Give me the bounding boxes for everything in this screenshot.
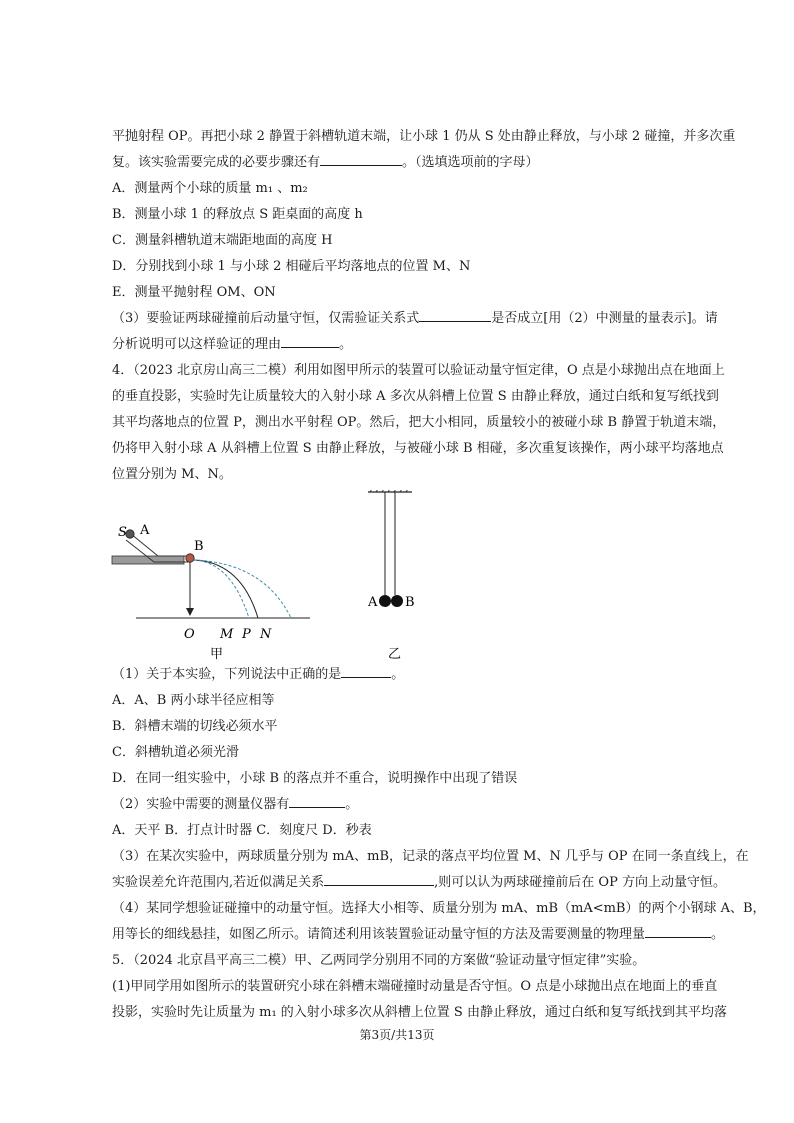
label-a: A	[140, 523, 150, 538]
option-a: A．测量两个小球的质量 m₁ 、m₂	[112, 181, 308, 196]
option-c: C．测量斜槽轨道末端距地面的高度 H	[112, 233, 333, 248]
option-d: D．分别找到小球 1 与小球 2 相碰后平均落地点的位置 M、N	[112, 259, 471, 274]
label-b: B	[194, 539, 204, 554]
options-line: A．天平 B．打点计时器 C．刻度尺 D．秒表	[112, 823, 372, 838]
text-line: 分析说明可以这样验证的理由 。	[112, 332, 690, 358]
text-line: 其平均落地点的位置 P，测出水平射程 OP。然后，把大小相同，质量较小的被碰小球 B 静置于轨道末端，	[112, 415, 726, 430]
option-a: A．A、B 两小球半径应相等	[112, 693, 275, 708]
text-line: 的垂直投影，实验时先让质量较大的入射小球 A 多次从斜槽上位置 S 由静止释放，通过白纸和复写纸找到	[112, 389, 719, 404]
ball-b	[186, 554, 194, 562]
text-line: 用等长的细线悬挂，如图乙所示。请简述利用该装置验证动量守恒的方法及需要测量的物理量 。	[112, 922, 690, 948]
text-line: 位置分别为 M、N。	[112, 467, 232, 482]
plumb-arrow	[186, 608, 194, 616]
text-line: （4）某同学想验证碰撞中的动量守恒。选择大小相等、质量分别为 mA、mB（mA<mB）的两个小钢球 A、B，	[112, 901, 766, 916]
caption-jia: 甲	[210, 647, 224, 662]
text-line: （3）在某次实验中，两球质量分别为 mA、mB，记录的落点平均位置 M、N 几乎与 OP 在同一条直线上，在	[112, 849, 749, 864]
text-line: （3）要验证两球碰撞前后动量守恒，仅需验证关系式 是否成立[用（2）中测量的量表示]。请	[112, 306, 690, 332]
text-line: 平抛射程 OP。再把小球 2 静置于斜槽轨道末端，让小球 1 仍从 S 处由静止释放，与小球 2 碰撞，并多次重	[112, 129, 736, 144]
question-4-stem: 4．（2023 北京房山高三二模）利用如图甲所示的装置可以验证动量守恒定律，O 点是小球抛出点在地面上	[112, 363, 725, 378]
trajectory-m	[194, 560, 249, 618]
answer-blank[interactable]	[645, 923, 711, 938]
label-m: M	[220, 627, 234, 642]
label-p: P	[242, 627, 251, 642]
ball-a	[126, 530, 134, 538]
text-line: 实验误差允许范围内,若近似满足关系 ,则可以认为两球碰撞前后在 OP 方向上动量守恒。	[112, 870, 690, 896]
option-b: B．测量小球 1 的释放点 S 距桌面的高度 h	[112, 207, 363, 222]
document-body	[112, 124, 766, 1026]
question-5-stem: 5．（2024 北京昌平高三二模）甲、乙两同学分别用不同的方案做“验证动量守恒定律”实验。	[112, 953, 646, 968]
text-line: （1）关于本实验，下列说法中正确的是 。	[112, 662, 690, 688]
option-e: E．测量平抛射程 OM、ON	[112, 285, 276, 300]
answer-blank[interactable]	[281, 333, 339, 348]
option-d: D．在同一组实验中，小球 B 的落点并不重合，说明操作中出现了错误	[112, 771, 518, 786]
figure-yi	[367, 490, 415, 662]
caption-yi: 乙	[388, 647, 402, 662]
answer-blank[interactable]	[341, 663, 391, 678]
label-pendulum-b: B	[405, 595, 415, 610]
steel-ball-b	[391, 595, 403, 607]
experiment-figures	[112, 490, 690, 662]
steel-ball-a	[379, 595, 391, 607]
answer-blank[interactable]	[324, 871, 434, 886]
option-c: C．斜槽轨道必须光滑	[112, 745, 239, 760]
text-line: 投影，实验时先让质量为 m₁ 的入射小球多次从斜槽上位置 S 由静止释放，通过白纸和复写纸找到其平均落	[112, 1005, 727, 1020]
label-n: N	[260, 627, 272, 642]
answer-blank[interactable]	[419, 307, 491, 322]
text-line: (1)甲同学用如图所示的装置研究小球在斜槽末端碰撞时动量是否守恒。O 点是小球抛出点在地面上的垂直	[112, 979, 718, 994]
trajectory-p	[194, 560, 258, 618]
text-line: （2）实验中需要的测量仪器有 。	[112, 792, 690, 818]
label-pendulum-a: A	[368, 595, 378, 610]
page-footer: 第3页/共13页	[359, 1028, 435, 1042]
label-s: S	[118, 525, 127, 540]
option-b: B．斜槽末端的切线必须水平	[112, 719, 278, 734]
figure-jia	[112, 523, 310, 662]
answer-blank[interactable]	[320, 151, 402, 166]
text-line: 复。该实验需要完成的必要步骤还有 。（选填选项前的字母）	[112, 150, 690, 176]
text-line: 仍将甲入射小球 A 从斜槽上位置 S 由静止释放，与被碰小球 B 相碰，多次重复该操作，两小球平均落地点	[112, 441, 724, 456]
figures-svg	[106, 490, 436, 662]
trajectory-n	[194, 560, 291, 618]
answer-blank[interactable]	[289, 793, 345, 808]
label-o: O	[184, 627, 195, 642]
